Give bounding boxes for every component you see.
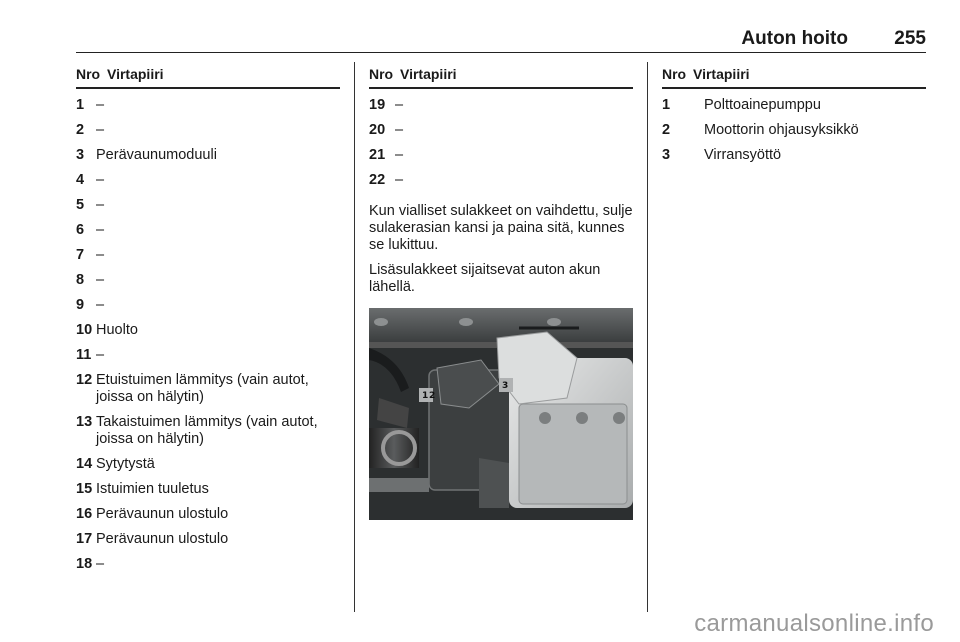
fuse-number: 14 (76, 456, 93, 472)
callout-2: 2 (429, 391, 436, 401)
circuit-name: Sytytystä (96, 456, 155, 472)
table-row (76, 456, 340, 473)
table-row (76, 481, 340, 498)
column-divider-1 (354, 62, 355, 612)
fuse-number: 1 (76, 97, 85, 113)
fuse-number: 17 (76, 531, 93, 547)
table-row (76, 97, 340, 114)
table-row (76, 347, 340, 364)
circuit-name: – (96, 556, 105, 572)
circuit-name: – (96, 247, 105, 263)
circuit-name: Istuimien tuuletus (96, 481, 209, 497)
fuse-number: 2 (76, 122, 85, 138)
fuse-number: 5 (76, 197, 85, 213)
header-virtapiiri: Virtapiiri (107, 66, 164, 82)
circuit-name: – (96, 97, 105, 113)
circuit-name: – (96, 197, 105, 213)
engine-bay-illustration (369, 308, 633, 520)
header-virtapiiri: Virtapiiri (400, 66, 457, 82)
watermark: carmanualsonline.info (694, 610, 934, 637)
table-row (369, 147, 633, 164)
circuit-name: – (96, 347, 105, 363)
header-title: Auton hoito (741, 28, 848, 49)
circuit-name: – (395, 122, 404, 138)
circuit-name: Polttoainepumppu (704, 97, 821, 113)
fuse-number: 1 (662, 97, 671, 113)
table-row (662, 147, 926, 164)
fuse-table-1 (76, 66, 340, 573)
table-row (369, 122, 633, 139)
circuit-name: – (395, 147, 404, 163)
fuse-number: 11 (76, 347, 92, 363)
fuse-table-3 (662, 66, 926, 164)
page-header (76, 26, 926, 53)
table-row (76, 372, 340, 406)
fuse-number: 15 (76, 481, 93, 497)
table-row (76, 297, 340, 314)
fuse-number: 19 (369, 97, 386, 113)
table-row (76, 556, 340, 573)
circuit-name: Virransyöttö (704, 147, 782, 163)
circuit-name: Perävaunun ulostulo (96, 506, 229, 522)
circuit-name: Perävaunumoduuli (96, 147, 217, 163)
table-row (662, 97, 926, 114)
table-row (76, 197, 340, 214)
fuse-number: 6 (76, 222, 85, 238)
table-row (662, 122, 926, 139)
fuse-box-photo (369, 308, 633, 520)
circuit-name: Moottorin ohjausyksikkö (704, 122, 859, 138)
fuse-number: 10 (76, 322, 93, 338)
table-row (369, 172, 633, 189)
callout-3: 3 (502, 381, 509, 391)
table-row (76, 172, 340, 189)
table-row (76, 414, 340, 448)
fuse-number: 12 (76, 372, 93, 388)
circuit-name: Perävaunun ulostulo (96, 531, 229, 547)
fuse-number: 7 (76, 247, 85, 263)
header-nro: Nro (662, 66, 687, 82)
table-row (76, 531, 340, 548)
table-header (369, 66, 633, 89)
circuit-name: – (395, 97, 404, 113)
table-row (76, 147, 340, 164)
fuse-number: 20 (369, 122, 386, 138)
fuse-number: 3 (662, 147, 671, 163)
table-row (76, 322, 340, 339)
fuse-number: 9 (76, 297, 85, 313)
fuse-number: 22 (369, 172, 386, 188)
table-header (76, 66, 340, 89)
circuit-name: Etuistuimen lämmitys (vain autot, joissa on hälytin) (96, 372, 309, 405)
fuse-number: 21 (369, 147, 386, 163)
circuit-name: – (395, 172, 404, 188)
fuse-number: 13 (76, 414, 93, 430)
page-number: 255 (894, 28, 926, 49)
fuse-number: 8 (76, 272, 85, 288)
circuit-name: – (96, 272, 105, 288)
circuit-name: – (96, 222, 105, 238)
circuit-name: Takaistuimen lämmitys (vain autot, joissa on hälytin) (96, 414, 318, 447)
fuse-number: 16 (76, 506, 93, 522)
table-row (76, 247, 340, 264)
table-row (76, 272, 340, 289)
circuit-name: – (96, 122, 105, 138)
table-row (76, 222, 340, 239)
circuit-name: – (96, 172, 105, 188)
table-row (76, 506, 340, 523)
table-row (369, 97, 633, 114)
fuse-number: 18 (76, 556, 93, 572)
fuse-table-2 (369, 66, 633, 520)
header-nro: Nro (369, 66, 394, 82)
fuse-number: 2 (662, 122, 671, 138)
table-header (662, 66, 926, 89)
callout-1: 1 (422, 391, 429, 401)
header-virtapiiri: Virtapiiri (693, 66, 750, 82)
additional-fuses-paragraph: Lisäsulakkeet sijaitsevat auton akun lähellä. (369, 262, 601, 295)
circuit-name: Huolto (96, 322, 138, 338)
column-divider-2 (647, 62, 648, 612)
table-row (76, 122, 340, 139)
fuse-number: 4 (76, 172, 85, 188)
fuse-number: 3 (76, 147, 85, 163)
instruction-paragraph: Kun vialliset sulakkeet on vaihdettu, sulje sulakerasian kansi ja paina sitä, kunnes se lukittuu. (369, 203, 633, 253)
header-nro: Nro (76, 66, 101, 82)
circuit-name: – (96, 297, 105, 313)
